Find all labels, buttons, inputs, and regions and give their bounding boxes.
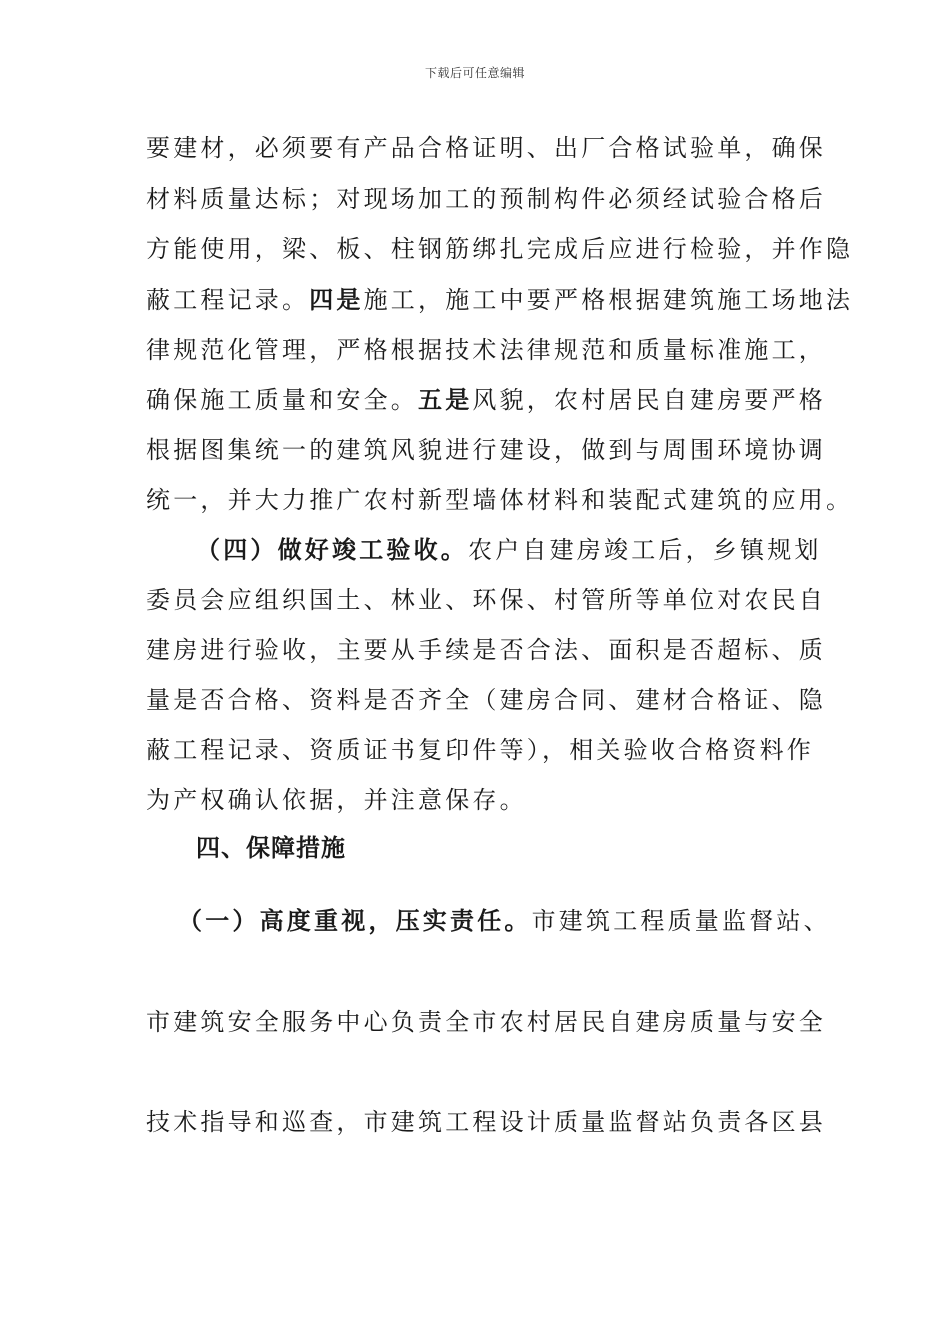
- p1-line-1: 要建材，必须要有产品合格证明、出厂合格试验单，确保: [146, 134, 826, 162]
- section-heading: 四、保障措施: [196, 833, 346, 862]
- text-run: 蔽工程记录。: [146, 286, 310, 314]
- p2-line-1: [196, 534, 822, 566]
- p1-line-4: [146, 284, 854, 316]
- text-run: 市建筑工程质量监督站、: [531, 907, 831, 935]
- p3-line-1: [178, 905, 831, 937]
- p2-line-6: 为产权确认依据，并注意保存。: [146, 786, 527, 814]
- bold-run: 五是: [418, 385, 473, 414]
- p3-line-3: 技术指导和巡查，市建筑工程设计质量监督站负责各区县: [146, 1108, 826, 1136]
- text-run: 风貌，农村居民自建房要严格: [472, 386, 827, 414]
- p1-line-3: 方能使用，梁、板、柱钢筋绑扎完成后应进行检验，并作隐: [146, 235, 854, 263]
- page-header-note: 下载后可任意编辑: [424, 66, 525, 80]
- bold-run: （一）高度重视，压实责任。: [178, 906, 532, 935]
- text-run: 施工，施工中要严格根据建筑施工场地法: [363, 286, 854, 314]
- p3-line-2: 市建筑安全服务中心负责全市农村居民自建房质量与安全: [146, 1008, 826, 1036]
- p1-line-5: 律规范化管理，严格根据技术法律规范和质量标准施工，: [146, 336, 826, 364]
- text-run: 农户自建房竣工后，乡镇规划: [468, 536, 822, 564]
- text-run: 确保施工质量和安全。: [146, 386, 418, 414]
- p1-line-6: [146, 384, 827, 416]
- bold-run: 四是: [309, 285, 364, 314]
- p2-line-3: 建房进行验收，主要从手续是否合法、面积是否超标、质: [146, 636, 826, 664]
- p2-line-4: 量是否合格、资料是否齐全（建房合同、建材合格证、隐: [146, 686, 826, 714]
- p1-line-8: 统一，并大力推广农村新型墙体材料和装配式建筑的应用。: [146, 486, 854, 514]
- bold-run: （四）做好竣工验收。: [196, 535, 468, 564]
- p1-line-7: 根据图集统一的建筑风貌进行建设，做到与周围环境协调: [146, 436, 826, 464]
- p2-line-5: 蔽工程记录、资质证书复印件等），相关验收合格资料作: [146, 736, 814, 764]
- p2-line-2: 委员会应组织国土、林业、环保、村管所等单位对农民自: [146, 586, 826, 614]
- p1-line-2: 材料质量达标；对现场加工的预制构件必须经试验合格后: [146, 185, 826, 213]
